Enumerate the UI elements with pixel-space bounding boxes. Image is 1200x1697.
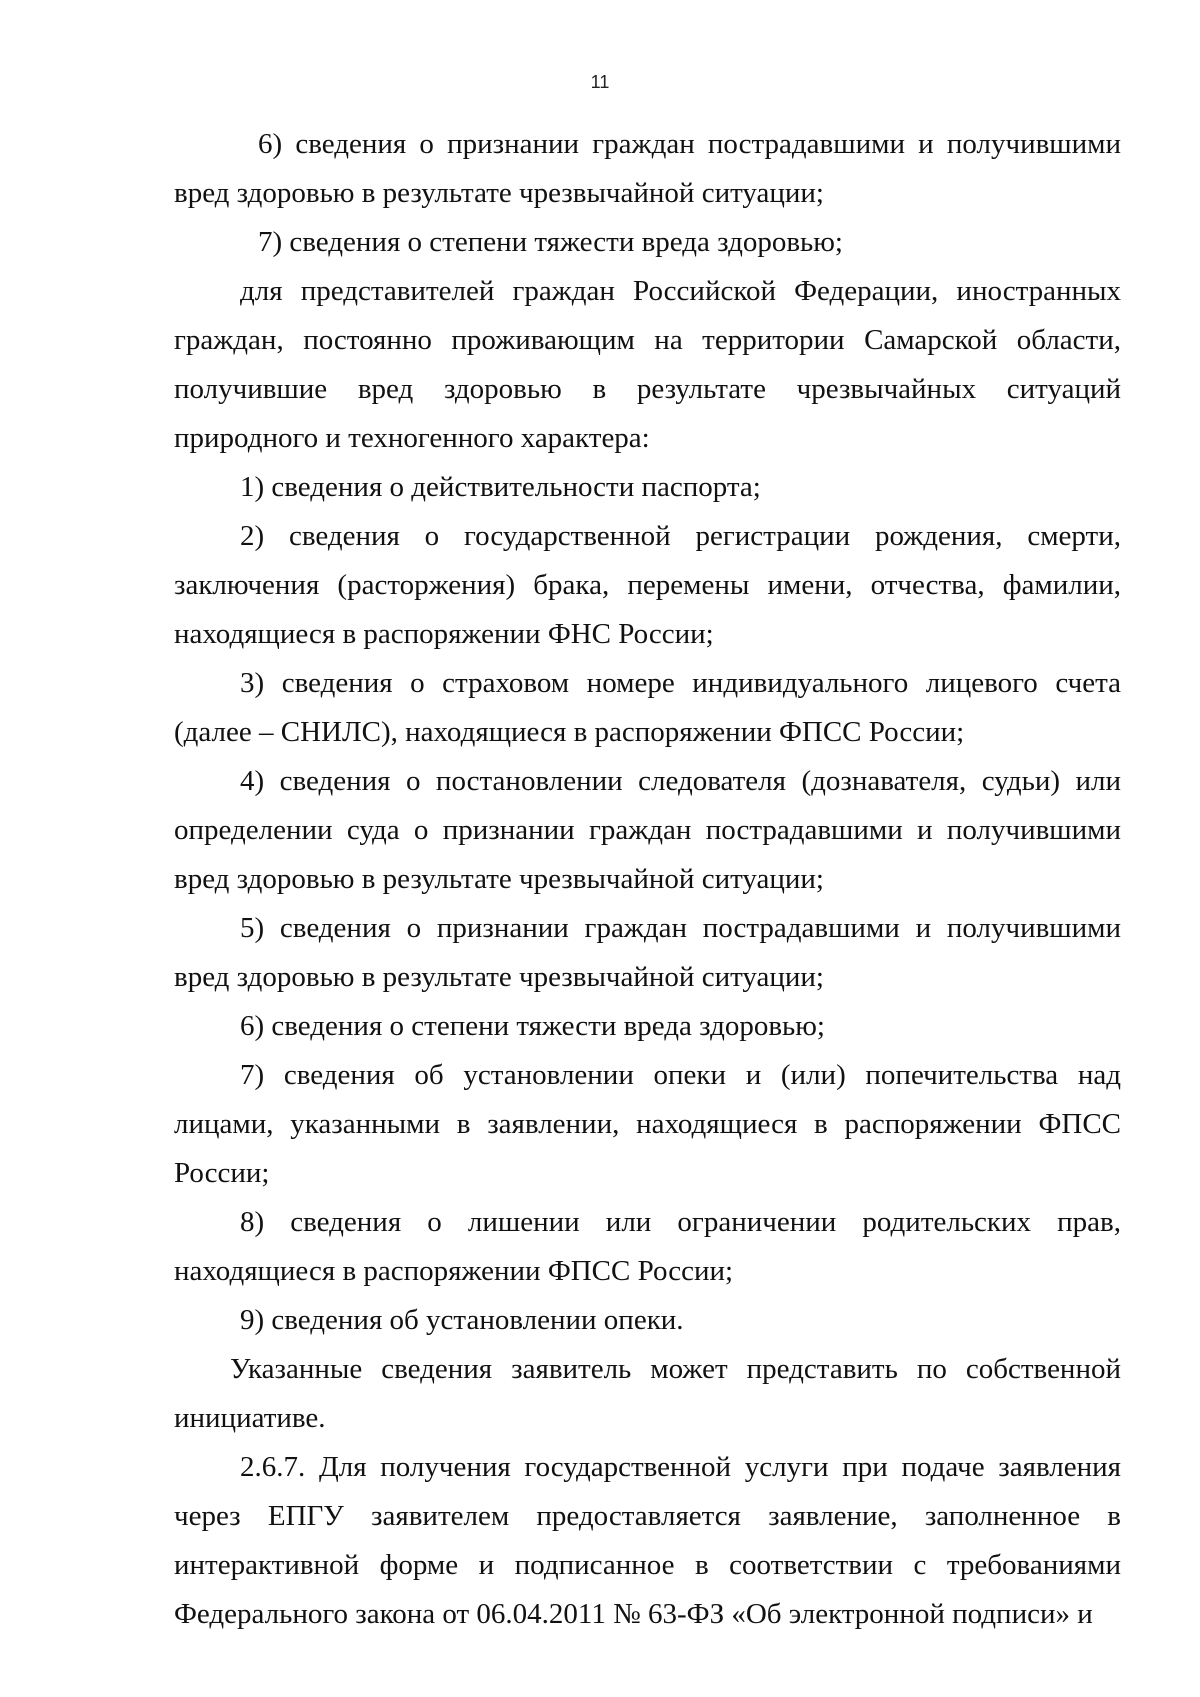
document-body <box>174 120 1121 1639</box>
paragraph-item-9-custody: 9) сведения об установлении опеки. <box>240 1304 684 1336</box>
page-number: 11 <box>590 72 610 92</box>
paragraph-item-6-harm-severity: 6) сведения о степени тяжести вреда здоровью; <box>240 1010 825 1042</box>
paragraph-representatives-intro: для представителей граждан Российской Федерации, иностранных граждан, постоянно проживающим на территории Самарской области, получившие вред здоровью в результате чрезвычайных ситуаций природного и техногенного характера: <box>174 275 1121 454</box>
paragraph-item-5-victim-recognition: 5) сведения о признании граждан пострадавшими и получившими вред здоровью в результате чрезвычайной ситуации; <box>174 912 1121 993</box>
paragraph-2-6-7-epgu: 2.6.7. Для получения государственной услуги при подаче заявления через ЕПГУ заявителем предоставляется заявление, заполненное в интерактивной форме и подписанное в соответствии с требованиями Федерального закона от 06.04.2011 № 63-ФЗ «Об электронной подписи» и <box>174 1451 1121 1630</box>
paragraph-item-4-investigator-decision: 4) сведения о постановлении следователя (дознавателя, судьи) или определении суда о признании граждан пострадавшими и получившими вред здоровью в результате чрезвычайной ситуации; <box>174 765 1121 895</box>
paragraph-item-2-civil-registration: 2) сведения о государственной регистрации рождения, смерти, заключения (расторжения) брака, перемены имени, отчества, фамилии, находящиеся в распоряжении ФНС России; <box>174 520 1121 650</box>
paragraph-item-7-guardianship: 7) сведения об установлении опеки и (или) попечительства над лицами, указанными в заявлении, находящиеся в распоряжении ФПСС России; <box>174 1059 1121 1189</box>
paragraph-item-8-parental-rights: 8) сведения о лишении или ограничении родительских прав, находящиеся в распоряжении ФПСС России; <box>174 1206 1121 1287</box>
paragraph-item-1-passport: 1) сведения о действительности паспорта; <box>240 471 761 503</box>
paragraph-item-6-victim-recognition: 6) сведения о признании граждан пострадавшими и получившими вред здоровью в результате чрезвычайной ситуации; <box>174 128 1121 209</box>
paragraph-own-initiative: Указанные сведения заявитель может представить по собственной инициативе. <box>174 1353 1121 1434</box>
paragraph-item-3-snils: 3) сведения о страховом номере индивидуального лицевого счета (далее – СНИЛС), находящиеся в распоряжении ФПСС России; <box>174 667 1121 748</box>
paragraph-item-7-harm-severity: 7) сведения о степени тяжести вреда здоровью; <box>258 226 843 258</box>
